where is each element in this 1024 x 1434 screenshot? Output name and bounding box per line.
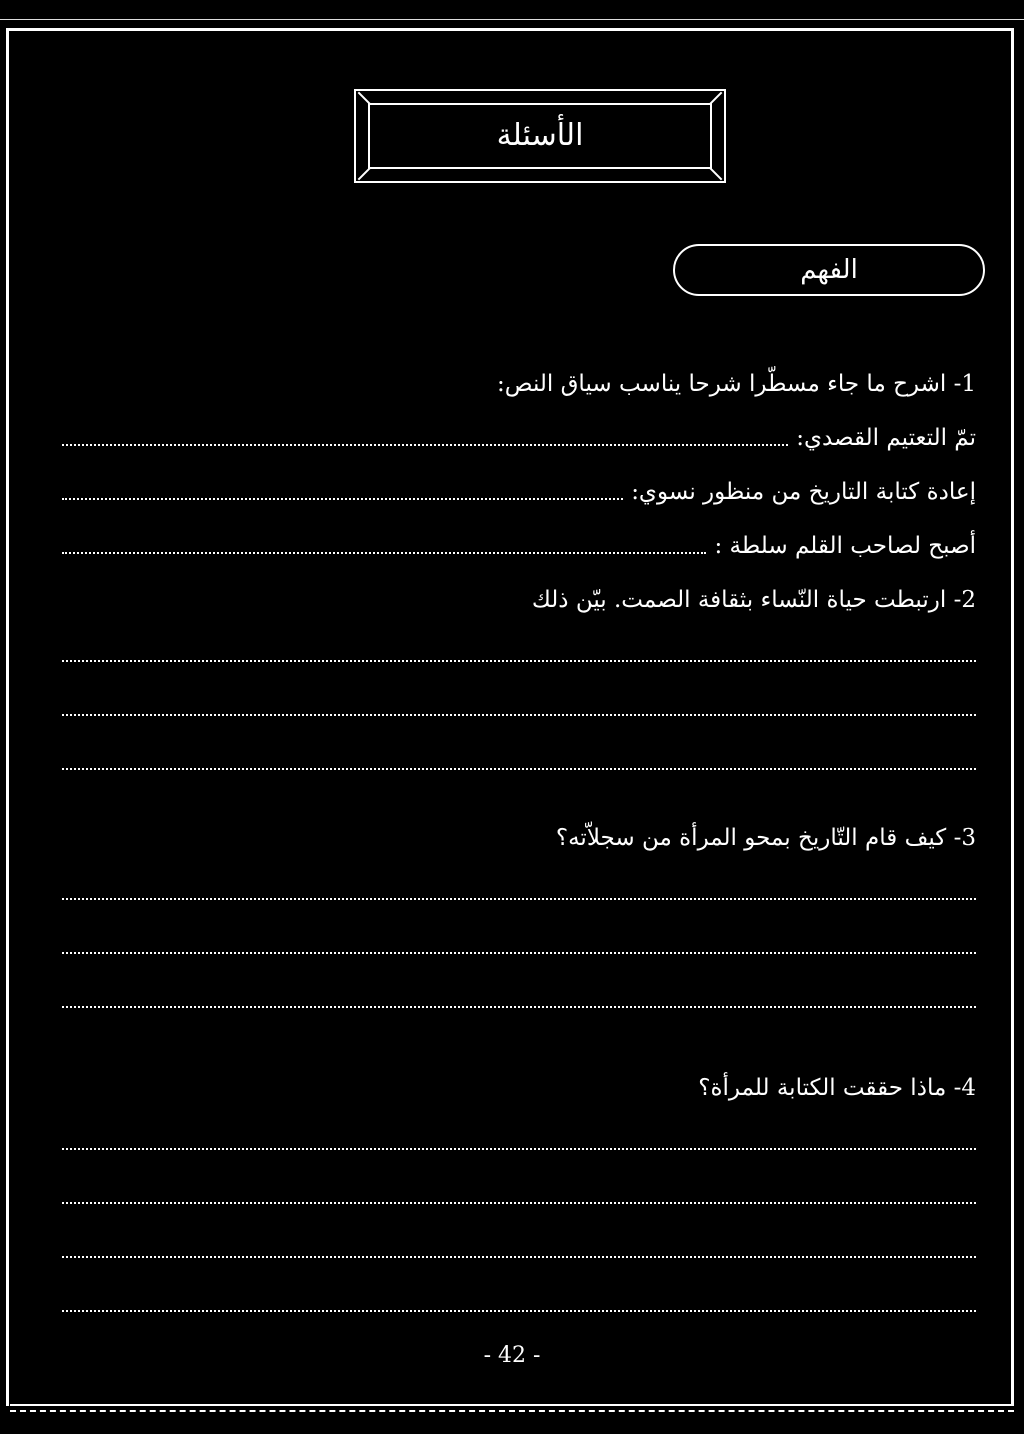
answer-line[interactable] <box>62 538 706 554</box>
plaque-corner <box>358 168 371 181</box>
answer-line[interactable] <box>62 992 976 1008</box>
answer-row <box>62 912 976 966</box>
answer-row <box>62 674 976 728</box>
question-1-item-1 <box>62 404 976 458</box>
answer-line[interactable] <box>62 1188 976 1204</box>
answer-line[interactable] <box>62 938 976 954</box>
question-4 <box>62 1054 976 1108</box>
answer-row <box>62 858 976 912</box>
page-frame-bottom <box>10 1404 1014 1412</box>
answer-line[interactable] <box>62 1296 976 1312</box>
question-1 <box>62 350 976 404</box>
item-label: إعادة كتابة التاريخ من منظور نسوي: <box>631 479 976 505</box>
page-title: الأسئلة <box>496 118 584 153</box>
answer-row <box>62 1216 976 1270</box>
question-1-item-2 <box>62 458 976 512</box>
item-label: أصبح لصاحب القلم سلطة : <box>714 533 976 559</box>
item-label: تمّ التعتيم القصدي: <box>796 425 976 451</box>
answer-line[interactable] <box>62 1134 976 1150</box>
answer-row <box>62 1162 976 1216</box>
section-heading-pill <box>673 244 985 296</box>
plaque-corner <box>358 92 371 105</box>
answer-line[interactable] <box>62 884 976 900</box>
answer-row <box>62 966 976 1020</box>
question-3 <box>62 804 976 858</box>
question-1-item-3 <box>62 512 976 566</box>
answer-line[interactable] <box>62 1242 976 1258</box>
answer-row <box>62 620 976 674</box>
question-2 <box>62 566 976 620</box>
question-4-text: 4- ماذا حققت الكتابة للمرأة؟ <box>698 1075 976 1101</box>
question-1-text: 1- اشرح ما جاء مسطّرا شرحا يناسب سياق النص: <box>497 371 976 397</box>
answer-row <box>62 1108 976 1162</box>
answer-line[interactable] <box>62 700 976 716</box>
top-rule <box>0 0 1024 20</box>
question-2-text: 2- ارتبطت حياة النّساء بثقافة الصمت. بيّن ذلك <box>531 587 976 613</box>
question-3-text: 3- كيف قام التّاريخ بمحو المرأة من سجلاّته؟ <box>555 825 976 851</box>
answer-row <box>62 728 976 782</box>
page-number: - 42 - <box>483 1343 541 1368</box>
section-heading: الفهم <box>800 255 858 285</box>
answer-line[interactable] <box>62 646 976 662</box>
plaque-corner <box>710 92 723 105</box>
answer-line[interactable] <box>62 484 623 500</box>
questions-area <box>62 350 976 1324</box>
plaque-corner <box>710 168 723 181</box>
title-plaque <box>354 89 726 183</box>
answer-line[interactable] <box>62 430 788 446</box>
answer-line[interactable] <box>62 754 976 770</box>
answer-row <box>62 1270 976 1324</box>
